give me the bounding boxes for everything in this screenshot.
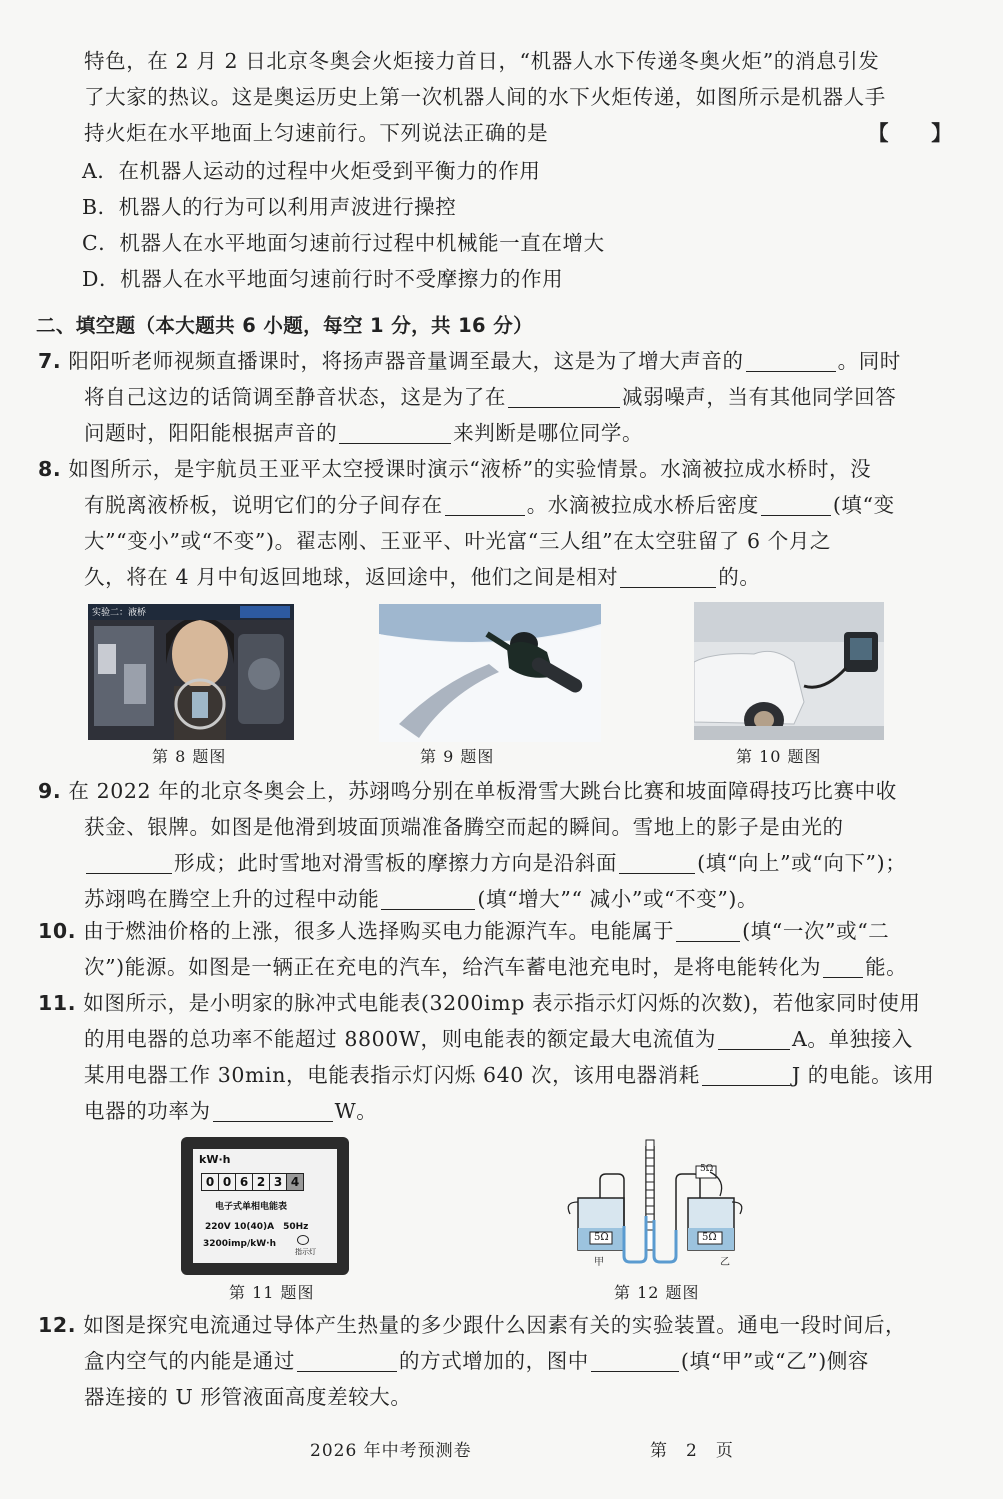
answer-blank[interactable] [718,1027,790,1050]
answer-blank[interactable] [339,421,451,444]
q6-line1: 特色，在 2 月 2 日北京冬奥会火炬接力首日，“机器人水下传递冬奥火炬”的消息引发 [84,49,880,73]
question-text: 阳阳听老师视频直播课时，将扬声器音量调至最大，这是为了增大声音的 [68,349,744,373]
footer-title: 2026 年中考预测卷 [310,1441,472,1461]
resistor-top-label: 5Ω [700,1164,714,1174]
meter-digit: 3 [270,1173,287,1191]
figure-8-illustration [88,604,294,740]
answer-blank[interactable] [702,1063,790,1086]
section-heading: 二、填空题（本大题共 6 小题，每空 1 分，共 16 分） [36,314,534,337]
answer-blank[interactable] [619,851,695,874]
meter-spec-rating: 220V 10(40)A 50Hz [205,1222,309,1232]
resistor-left-label: 5Ω [594,1232,609,1243]
question-text: 来判断是哪位同学。 [453,421,644,445]
answer-blank[interactable] [676,919,740,942]
figure-11-caption: 第 11 题图 [229,1283,315,1302]
answer-blank[interactable] [86,851,172,874]
question-number: 7. [38,349,62,373]
question-12-line2 [84,1344,869,1378]
q6-option-c: C．机器人在水平地面匀速前行过程中机械能一直在增大 [82,231,605,255]
figure-10-illustration [694,602,884,740]
question-7-line3 [84,416,643,450]
answer-blank[interactable] [445,493,525,516]
figure-8-caption: 第 8 题图 [152,747,227,766]
resistor-right-label: 5Ω [702,1232,717,1243]
answer-blank[interactable] [620,565,716,588]
question-text: 问题时，阳阳能根据声音的 [84,421,338,445]
question-text: 形成；此时雪地对滑雪板的摩擦力方向是沿斜面 [174,851,618,875]
question-text: J 的电能。该用 [791,1063,935,1087]
question-12-line3: 器连接的 U 形管液面高度差较大。 [84,1385,412,1409]
question-text: 如图所示，是宇航员王亚平太空授课时演示“液桥”的实验情景。水滴被拉成水桥时，没 [68,457,872,481]
meter-name: 电子式单相电能表 [215,1202,288,1212]
question-text: 能。 [865,955,908,979]
question-text: 苏翊鸣在腾空上升的过程中动能 [84,887,380,911]
question-text: 的方式增加的，图中 [399,1349,589,1373]
question-11-line4 [84,1094,377,1128]
meter-digit: 6 [236,1173,253,1191]
question-text: (填“一次”或“二 [742,919,890,943]
meter-indicator-label: 指示灯 [295,1248,316,1256]
question-text: (填“向上”或“向下”)； [697,851,907,875]
answer-blank[interactable] [297,1349,397,1372]
meter-spec-imp: 3200imp/kW·h [203,1239,276,1249]
figure-9-caption: 第 9 题图 [420,747,495,766]
question-10-line1 [38,914,889,948]
answer-bracket: 【 】 [868,121,953,145]
figure-9-photo [379,604,601,742]
question-text: 将自己这边的话筒调至静音状态，这是为了在 [84,385,506,409]
figure-10-caption: 第 10 题图 [736,747,822,766]
question-8-line1 [38,452,871,486]
question-7-line2 [84,380,896,414]
question-text: 如图是探究电流通过导体产生热量的多少跟什么因素有关的实验装置。通电一段时间后， [83,1313,907,1337]
answer-blank[interactable] [591,1349,679,1372]
question-11-line3 [84,1058,934,1092]
indicator-light-icon [297,1235,309,1245]
question-9-line4 [84,882,758,916]
page-number: 第 2 页 [650,1441,734,1461]
question-text: (填“变 [832,493,895,517]
question-number: 10. [38,919,77,943]
figure-10-photo [694,602,884,740]
question-text: 减弱噪声，当有其他同学回答 [622,385,897,409]
question-11-line1 [38,986,920,1020]
question-8-line4 [84,560,760,594]
question-9-line3 [84,846,906,880]
q6-line3: 持火炬在水平地面上匀速前行。下列说法正确的是 [84,121,549,145]
figure-8-photo [88,604,294,740]
question-text: A。单独接入 [791,1027,913,1051]
meter-digit: 2 [253,1173,270,1191]
figure-8-label: 实验二：液桥 [92,608,147,618]
question-number: 11. [38,991,77,1015]
figure-12-caption: 第 12 题图 [614,1283,700,1302]
figure-12-apparatus [560,1136,750,1278]
answer-blank[interactable] [508,385,620,408]
answer-blank[interactable] [761,493,831,516]
question-text: 如图所示，是小明家的脉冲式电能表(3200imp 表示指示灯闪烁的次数)，若他家同时使用 [83,991,921,1015]
meter-unit: kW·h [199,1153,231,1166]
answer-blank[interactable] [213,1099,333,1122]
question-9-line2: 获金、银牌。如图是他滑到坡面顶端准备腾空而起的瞬间。雪地上的影子是由光的 [84,815,844,839]
q6-option-d: D．机器人在水平地面匀速前行时不受摩擦力的作用 [82,267,564,291]
question-12-line1 [38,1308,906,1342]
question-text: (填“增大”“ 减小”或“不变”)。 [477,887,759,911]
question-text: 盒内空气的内能是通过 [84,1349,295,1373]
q6-line2: 了大家的热议。这是奥运历史上第一次机器人间的水下火炬传递，如图所示是机器人手 [84,85,886,109]
answer-blank[interactable] [746,349,836,372]
answer-blank[interactable] [381,887,475,910]
question-text: 某用电器工作 30min，电能表指示灯闪烁 640 次，该用电器消耗 [84,1063,700,1087]
figure-11-meter [181,1137,349,1275]
question-number: 8. [38,457,62,481]
question-11-line2 [84,1022,913,1056]
question-text: (填“甲”或“乙”)侧容 [680,1349,870,1373]
q6-option-b: B．机器人的行为可以利用声波进行操控 [82,195,457,219]
meter-digit-row [201,1173,304,1191]
question-text: 在 2022 年的北京冬奥会上，苏翊鸣分别在单板滑雪大跳台比赛和坡面障碍技巧比赛中收 [68,779,897,803]
question-8-line2 [84,488,895,522]
question-text: W。 [334,1099,378,1123]
question-text: 。同时 [837,349,901,373]
question-text: 次”)能源。如图是一辆正在充电的汽车，给汽车蓄电池充电时，是将电能转化为 [84,955,822,979]
question-text: 有脱离液桥板，说明它们的分子间存在 [84,493,443,517]
question-9-line1 [38,774,897,808]
question-10-line2 [84,950,907,984]
question-number: 9. [38,779,62,803]
meter-digit: 0 [201,1173,219,1191]
figure-9-illustration [379,604,601,742]
container-right-tag: 乙 [720,1257,730,1268]
question-text: 由于燃油价格的上涨，很多人选择购买电力能源汽车。电能属于 [83,919,675,943]
question-text: 电器的功率为 [84,1099,211,1123]
question-8-line3: 大”“变小”或“不变”)。翟志刚、王亚平、叶光富“三人组”在太空驻留了 6 个月之 [84,529,832,553]
question-7-line1 [38,344,901,378]
container-left-tag: 甲 [594,1257,604,1268]
answer-blank[interactable] [823,955,863,978]
question-text: 。水滴被拉成水桥后密度 [526,493,759,517]
meter-digit: 4 [287,1173,304,1191]
meter-digit: 0 [219,1173,236,1191]
question-text: 久，将在 4 月中旬返回地球，返回途中，他们之间是相对 [84,565,619,589]
q6-option-a: A．在机器人运动的过程中火炬受到平衡力的作用 [82,159,541,183]
question-number: 12. [38,1313,77,1337]
question-text: 的用电器的总功率不能超过 8800W，则电能表的额定最大电流值为 [84,1027,716,1051]
question-text: 的。 [718,565,761,589]
